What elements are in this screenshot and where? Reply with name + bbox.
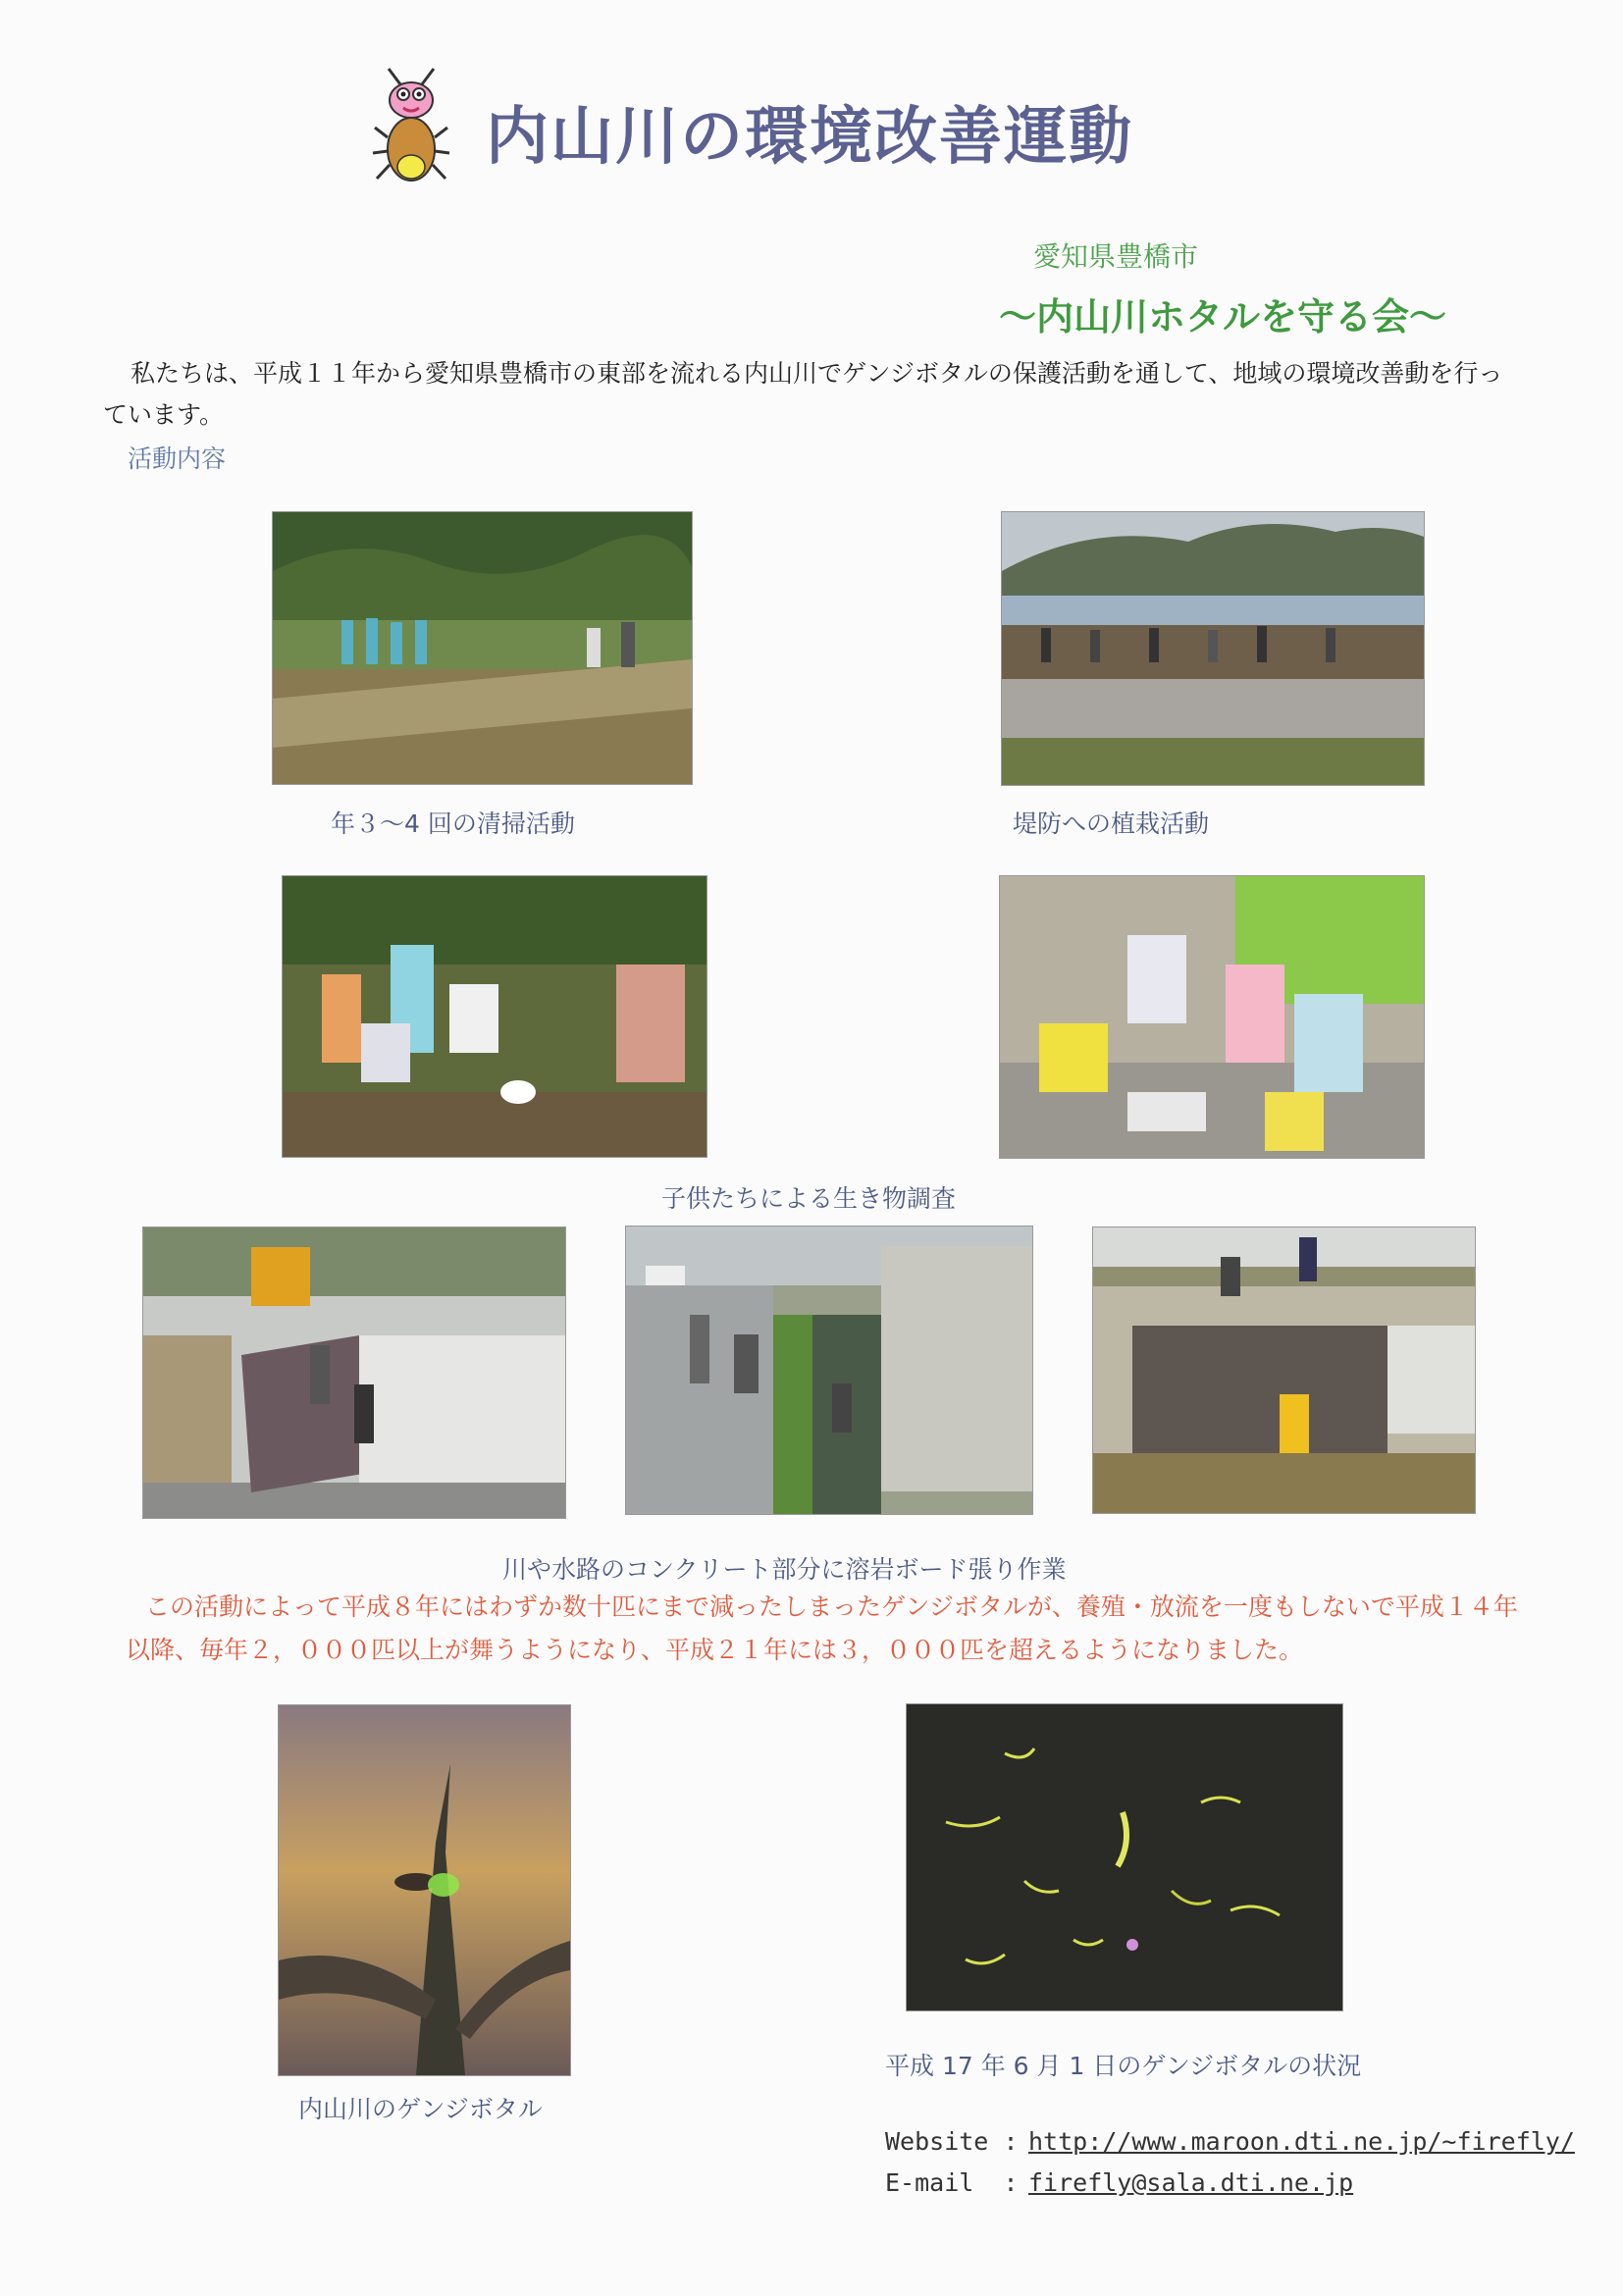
photo-planting-activity (1001, 511, 1425, 786)
photo-lava-board-3 (1092, 1226, 1476, 1514)
photo-lava-board-1 (142, 1226, 566, 1519)
contact-email (885, 2168, 1353, 2197)
section-label-activities: 活動内容 (128, 444, 227, 473)
intro-paragraph: 私たちは、平成１１年から愛知県豊橋市の東部を流れる内山川でゲンジボタルの保護活動を通して、地域の環境改善動を行っています。 (103, 359, 1503, 429)
website-label: Website (885, 2127, 989, 2156)
photo-lava-board-2 (625, 1226, 1033, 1515)
email-link[interactable]: firefly@sala.dti.ne.jp (1028, 2168, 1354, 2197)
photo-genji-firefly (278, 1704, 571, 2076)
caption-cleaning: 年３～4 回の清掃活動 (331, 809, 575, 838)
page-title: 内山川の環境改善運動 (486, 101, 1133, 174)
result-paragraph: この活動によって平成８年にはわずか数十匹にまで減ったしまったゲンジボタルが、養殖・放流を一度もしないで平成１４年以降、毎年２，０００匹以上が舞うようになり、平成２１年には３，０００匹を超えるようになりました。 (126, 1592, 1518, 1664)
photo-children-survey-2 (999, 875, 1425, 1159)
website-link[interactable]: http://www.maroon.dti.ne.jp/~firefly/ (1028, 2127, 1575, 2156)
organization-name: ～内山川ホタルを守る会～ (999, 295, 1447, 339)
email-label: E-mail (885, 2168, 974, 2197)
organization-city: 愛知県豊橋市 (1033, 240, 1199, 273)
caption-firefly-photo: 内山川のゲンジボタル (298, 2095, 543, 2123)
website-separator: : (1003, 2127, 1019, 2156)
caption-survey: 子供たちによる生き物調査 (661, 1184, 957, 1213)
caption-lava-board: 川や水路のコンクリート部分に溶岩ボード張り作業 (502, 1555, 1067, 1584)
contact-website (885, 2127, 1575, 2156)
photo-firefly-night-status (906, 1703, 1343, 2011)
firefly-mascot-icon (371, 67, 451, 188)
email-separator: : (1003, 2168, 1019, 2197)
caption-planting: 堤防への植栽活動 (1013, 809, 1210, 838)
caption-firefly-status: 平成 17 年 6 月 1 日のゲンジボタルの状況 (885, 2052, 1362, 2080)
photo-cleaning-activity (272, 511, 693, 785)
photo-children-survey-1 (282, 875, 707, 1158)
